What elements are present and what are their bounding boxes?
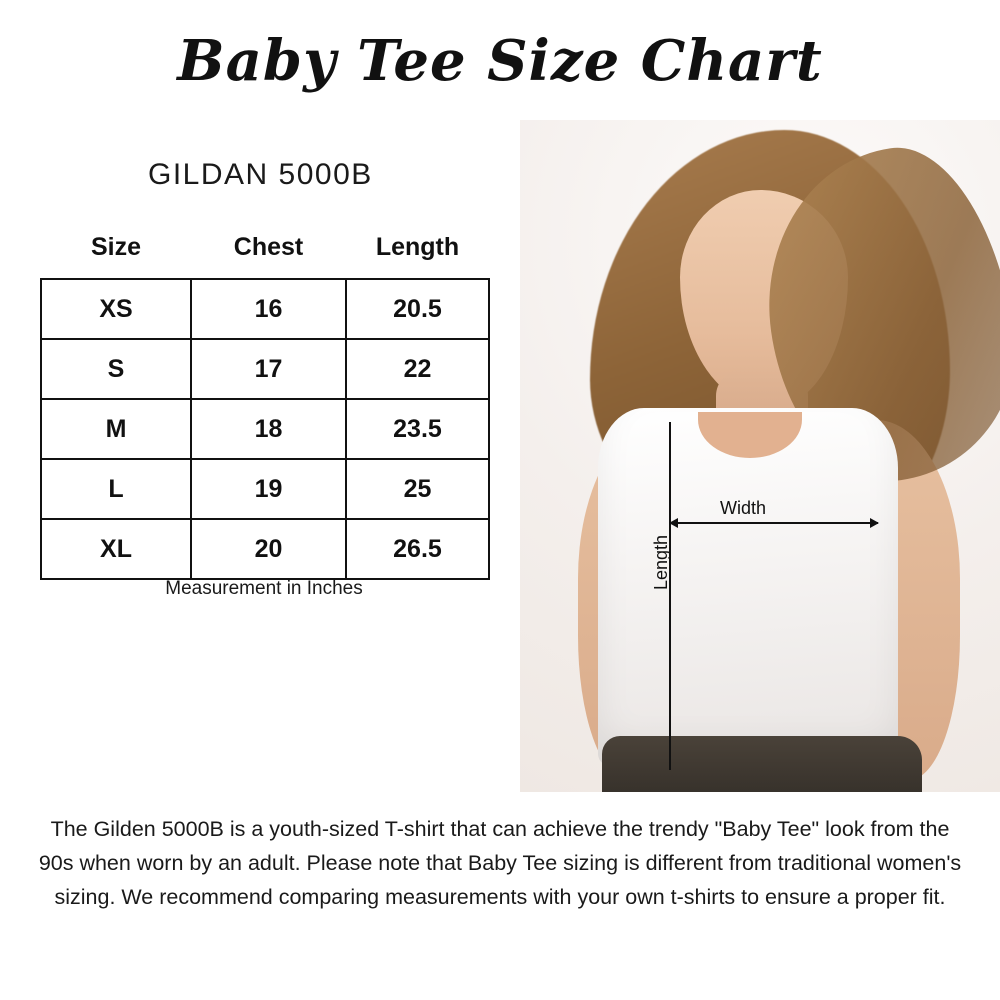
column-header-length: Length — [375, 232, 460, 261]
column-header-size: Size — [90, 232, 142, 261]
cell-chest: 18 — [191, 399, 346, 459]
page-title: Baby Tee Size Chart — [177, 28, 823, 94]
cell-size: XL — [41, 519, 191, 579]
width-measurement-line — [670, 522, 878, 524]
white-tee-shirt — [598, 408, 898, 768]
model-pants — [602, 736, 922, 792]
length-measurement-label: Length — [651, 534, 672, 591]
cell-length: 25 — [346, 459, 489, 519]
cell-length: 20.5 — [346, 279, 489, 339]
description-text: The Gilden 5000B is a youth-sized T-shirt that can achieve the trendy "Baby Tee" look from the 90s when worn by an adult. Please note that Baby Tee sizing is different from traditional women's sizing. We recommend comparing measurements with your own t-shirts to ensure a proper fit. — [38, 817, 962, 909]
cell-length: 26.5 — [346, 519, 489, 579]
measurement-unit-note: Measurement in Inches — [165, 578, 363, 599]
cell-chest: 19 — [191, 459, 346, 519]
cell-chest: 16 — [191, 279, 346, 339]
cell-size: S — [41, 339, 191, 399]
cell-length: 22 — [346, 339, 489, 399]
size-chart-table — [40, 222, 490, 580]
length-measurement-line — [669, 422, 671, 770]
cell-chest: 17 — [191, 339, 346, 399]
column-header-chest: Chest — [233, 232, 304, 261]
cell-size: XS — [41, 279, 191, 339]
table-row — [41, 339, 489, 399]
brand-model-label: GILDAN 5000B — [148, 158, 373, 191]
cell-size: M — [41, 399, 191, 459]
table-row — [41, 459, 489, 519]
table-row — [41, 399, 489, 459]
table-row — [41, 279, 489, 339]
width-measurement-label: Width — [720, 498, 767, 518]
cell-size: L — [41, 459, 191, 519]
table-row — [41, 519, 489, 579]
cell-chest: 20 — [191, 519, 346, 579]
model-photo — [520, 120, 1000, 792]
table-header-row — [41, 222, 489, 279]
cell-length: 23.5 — [346, 399, 489, 459]
